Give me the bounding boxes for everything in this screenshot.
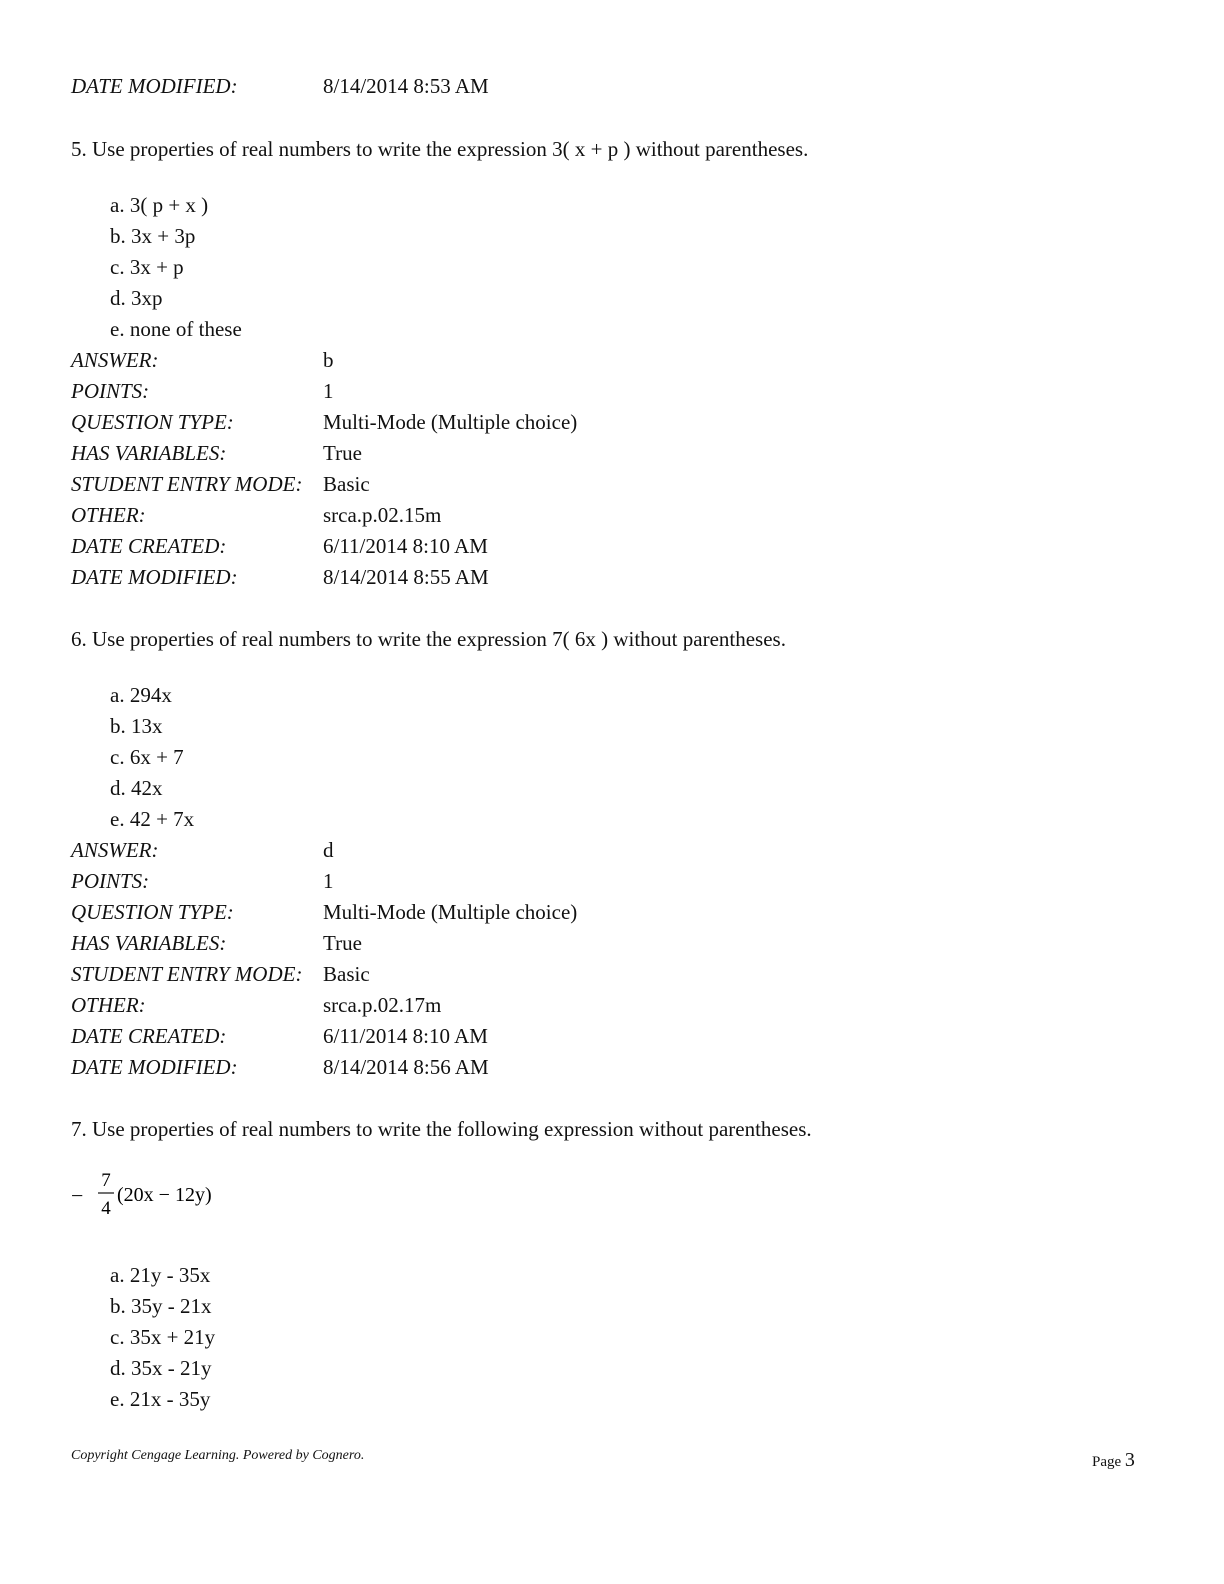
q6-option-a: a. 294x <box>110 683 172 707</box>
meta-value: srca.p.02.15m <box>323 503 442 527</box>
q6-answer-row <box>71 835 771 866</box>
meta-value: 6/11/2014 8:10 AM <box>323 1024 488 1048</box>
meta-value: srca.p.02.17m <box>323 993 442 1017</box>
q5-option-b: b. 3x + 3p <box>110 224 196 248</box>
date-modified-row <box>71 71 771 102</box>
q5-answer-row <box>71 345 771 376</box>
q5-other-row <box>71 500 771 531</box>
meta-label: STUDENT ENTRY MODE: <box>71 472 303 496</box>
q5-date-modified-row <box>71 562 771 593</box>
meta-label: STUDENT ENTRY MODE: <box>71 962 303 986</box>
page-label: Page <box>1092 1454 1125 1470</box>
q7-option-d: d. 35x - 21y <box>110 1356 212 1380</box>
meta-label: HAS VARIABLES: <box>71 931 227 955</box>
meta-label: ANSWER: <box>71 348 159 372</box>
meta-value: b <box>323 348 334 372</box>
question-7-prompt: 7. Use properties of real numbers to write the following expression without parentheses. <box>71 1117 812 1141</box>
q6-option-d: d. 42x <box>110 776 163 800</box>
q6-date-created-row <box>71 1021 771 1052</box>
meta-label: DATE MODIFIED: <box>71 1055 238 1079</box>
meta-label: HAS VARIABLES: <box>71 441 227 465</box>
meta-value: Basic <box>323 472 370 496</box>
q6-points-row <box>71 866 771 897</box>
q5-points-row <box>71 376 771 407</box>
meta-label: ANSWER: <box>71 838 159 862</box>
meta-label: POINTS: <box>71 869 150 893</box>
q5-option-d: d. 3xp <box>110 286 163 310</box>
meta-value: 8/14/2014 8:56 AM <box>323 1055 489 1079</box>
meta-label: OTHER: <box>71 503 146 527</box>
meta-label: DATE MODIFIED: <box>71 74 238 98</box>
q5-question-type-row <box>71 407 771 438</box>
expression-body: (20x − 12y) <box>117 1184 212 1206</box>
fraction-numerator: 7 <box>101 1170 111 1191</box>
page-number: 3 <box>1124 1449 1135 1471</box>
meta-value: Basic <box>323 962 370 986</box>
meta-label: DATE MODIFIED: <box>71 565 238 589</box>
q6-date-modified-row <box>71 1052 771 1083</box>
q5-option-a: a. 3( p + x ) <box>110 193 209 217</box>
expression-minus-sign: − <box>71 1183 84 1208</box>
fraction-graphic <box>71 1168 241 1220</box>
meta-value: True <box>323 441 362 465</box>
q5-option-e: e. none of these <box>110 317 242 341</box>
meta-value: d <box>323 838 334 862</box>
q6-question-type-row <box>71 897 771 928</box>
footer-copyright: Copyright Cengage Learning. Powered by Cognero. <box>71 1448 365 1463</box>
meta-label: POINTS: <box>71 379 150 403</box>
q5-entry-mode-row <box>71 469 771 500</box>
q7-option-e: e. 21x - 35y <box>110 1387 211 1411</box>
page-number-label <box>1092 1445 1135 1478</box>
meta-value: Multi-Mode (Multiple choice) <box>323 410 578 434</box>
q7-option-a: a. 21y - 35x <box>110 1263 211 1287</box>
question-6-prompt: 6. Use properties of real numbers to write the expression 7( 6x ) without parentheses. <box>71 627 786 651</box>
q7-option-b: b. 35y - 21x <box>110 1294 212 1318</box>
q6-other-row <box>71 990 771 1021</box>
q5-has-variables-row <box>71 438 771 469</box>
q7-option-c: c. 35x + 21y <box>110 1325 216 1349</box>
q6-option-e: e. 42 + 7x <box>110 807 195 831</box>
meta-value: 8/14/2014 8:53 AM <box>323 74 489 98</box>
meta-label: QUESTION TYPE: <box>71 900 234 924</box>
q6-option-b: b. 13x <box>110 714 163 738</box>
q6-entry-mode-row <box>71 959 771 990</box>
meta-value: Multi-Mode (Multiple choice) <box>323 900 578 924</box>
meta-value: 1 <box>323 379 334 403</box>
question-5-prompt: 5. Use properties of real numbers to write the expression 3( x + p ) without parentheses. <box>71 137 809 161</box>
meta-value: 1 <box>323 869 334 893</box>
meta-label: QUESTION TYPE: <box>71 410 234 434</box>
q5-option-c: c. 3x + p <box>110 255 184 279</box>
q7-expression <box>71 1168 241 1218</box>
meta-label: OTHER: <box>71 993 146 1017</box>
meta-value: True <box>323 931 362 955</box>
q5-date-created-row <box>71 531 771 562</box>
q6-has-variables-row <box>71 928 771 959</box>
meta-label: DATE CREATED: <box>71 1024 227 1048</box>
q6-option-c: c. 6x + 7 <box>110 745 184 769</box>
meta-value: 8/14/2014 8:55 AM <box>323 565 489 589</box>
fraction-denominator: 4 <box>101 1198 111 1219</box>
meta-value: 6/11/2014 8:10 AM <box>323 534 488 558</box>
meta-label: DATE CREATED: <box>71 534 227 558</box>
